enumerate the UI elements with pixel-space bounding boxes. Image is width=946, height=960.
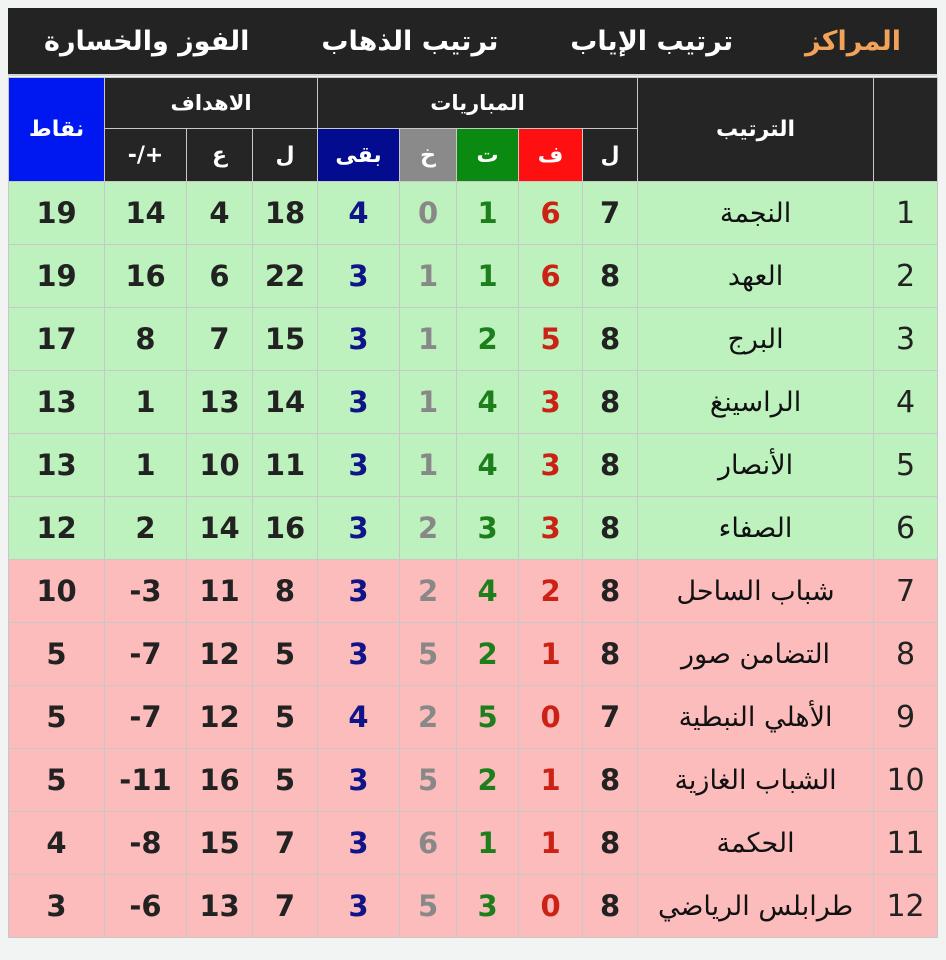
team-rank: 12 (874, 875, 938, 938)
goals-for-value: 11 (253, 434, 318, 497)
lost-value: 5 (400, 875, 457, 938)
lost-value: 2 (400, 560, 457, 623)
table-row[interactable] (9, 749, 938, 812)
goals-against-value: 13 (187, 875, 253, 938)
points-value: 17 (9, 308, 105, 371)
goal-diff-value: 6- (105, 875, 187, 938)
points-value: 13 (9, 434, 105, 497)
won-value: 0 (519, 875, 583, 938)
goal-diff-value: 16 (105, 245, 187, 308)
points-value: 13 (9, 371, 105, 434)
points-value: 19 (9, 245, 105, 308)
goal-diff-value: 7- (105, 686, 187, 749)
played-value: 7 (583, 686, 638, 749)
draw-value: 1 (457, 245, 519, 308)
team-header: الترتيب (638, 78, 874, 182)
played-value: 8 (583, 497, 638, 560)
remaining-value: 3 (318, 371, 400, 434)
lost-value: 1 (400, 245, 457, 308)
remaining-value: 3 (318, 623, 400, 686)
remaining-value: 4 (318, 182, 400, 245)
remaining-value: 3 (318, 875, 400, 938)
played-value: 8 (583, 308, 638, 371)
table-row[interactable] (9, 371, 938, 434)
won-value: 6 (519, 182, 583, 245)
goals-for-value: 15 (253, 308, 318, 371)
goals-for-value: 22 (253, 245, 318, 308)
goals-for-header: ل (253, 129, 318, 182)
team-rank: 9 (874, 686, 938, 749)
goals-against-value: 6 (187, 245, 253, 308)
lost-value: 2 (400, 686, 457, 749)
goals-for-value: 14 (253, 371, 318, 434)
team-rank: 1 (874, 182, 938, 245)
points-value: 3 (9, 875, 105, 938)
team-name[interactable]: الأنصار (638, 434, 874, 497)
table-row[interactable] (9, 875, 938, 938)
table-row[interactable] (9, 308, 938, 371)
lost-value: 5 (400, 749, 457, 812)
team-name[interactable]: الشباب الغازية (638, 749, 874, 812)
team-name[interactable]: النجمة (638, 182, 874, 245)
played-value: 8 (583, 623, 638, 686)
remaining-value: 3 (318, 308, 400, 371)
played-value: 8 (583, 749, 638, 812)
goals-for-value: 8 (253, 560, 318, 623)
goals-for-value: 7 (253, 875, 318, 938)
points-value: 12 (9, 497, 105, 560)
team-rank: 6 (874, 497, 938, 560)
team-name[interactable]: الحكمة (638, 812, 874, 875)
won-value: 6 (519, 245, 583, 308)
table-row[interactable] (9, 560, 938, 623)
goals-for-value: 16 (253, 497, 318, 560)
won-value: 5 (519, 308, 583, 371)
points-value: 5 (9, 623, 105, 686)
table-row[interactable] (9, 812, 938, 875)
draw-value: 2 (457, 308, 519, 371)
draw-value: 4 (457, 560, 519, 623)
tab-win-loss[interactable]: الفوز والخسارة (44, 25, 250, 57)
won-value: 3 (519, 497, 583, 560)
draw-header: ت (457, 129, 519, 182)
goals-against-value: 12 (187, 623, 253, 686)
team-rank: 10 (874, 749, 938, 812)
team-name[interactable]: التضامن صور (638, 623, 874, 686)
points-value: 10 (9, 560, 105, 623)
remaining-header: بقى (318, 129, 400, 182)
lost-header: خ (400, 129, 457, 182)
team-name[interactable]: طرابلس الرياضي (638, 875, 874, 938)
standings-tab-bar (8, 8, 937, 76)
table-row[interactable] (9, 182, 938, 245)
draw-value: 3 (457, 875, 519, 938)
team-name[interactable]: شباب الساحل (638, 560, 874, 623)
draw-value: 1 (457, 182, 519, 245)
won-value: 3 (519, 371, 583, 434)
goals-against-value: 15 (187, 812, 253, 875)
goal-diff-value: 7- (105, 623, 187, 686)
goal-diff-value: 1 (105, 371, 187, 434)
points-value: 5 (9, 686, 105, 749)
lost-value: 1 (400, 308, 457, 371)
draw-value: 1 (457, 812, 519, 875)
team-rank: 3 (874, 308, 938, 371)
played-value: 8 (583, 812, 638, 875)
won-header: ف (519, 129, 583, 182)
lost-value: 1 (400, 434, 457, 497)
points-value: 5 (9, 749, 105, 812)
goal-diff-value: 14 (105, 182, 187, 245)
goals-against-value: 16 (187, 749, 253, 812)
goals-against-value: 4 (187, 182, 253, 245)
played-value: 8 (583, 560, 638, 623)
goals-for-value: 5 (253, 686, 318, 749)
goals-for-value: 7 (253, 812, 318, 875)
table-row[interactable] (9, 245, 938, 308)
goals-against-value: 13 (187, 371, 253, 434)
remaining-value: 4 (318, 686, 400, 749)
standings-table (8, 77, 938, 938)
draw-value: 3 (457, 497, 519, 560)
goal-diff-header: +/- (105, 129, 187, 182)
goals-against-value: 11 (187, 560, 253, 623)
tab-standings[interactable]: المراكز (805, 25, 902, 57)
tab-second-leg[interactable]: ترتيب الإياب (570, 25, 734, 57)
remaining-value: 3 (318, 434, 400, 497)
goals-against-value: 10 (187, 434, 253, 497)
team-name[interactable]: الصفاء (638, 497, 874, 560)
goals-for-value: 5 (253, 749, 318, 812)
played-value: 8 (583, 434, 638, 497)
team-name[interactable]: الراسينغ (638, 371, 874, 434)
won-value: 1 (519, 812, 583, 875)
draw-value: 2 (457, 749, 519, 812)
draw-value: 4 (457, 434, 519, 497)
team-rank: 5 (874, 434, 938, 497)
goal-diff-value: 2 (105, 497, 187, 560)
points-header: نقاط (9, 78, 105, 182)
goal-diff-value: 11- (105, 749, 187, 812)
lost-value: 0 (400, 182, 457, 245)
won-value: 1 (519, 749, 583, 812)
goal-diff-value: 8 (105, 308, 187, 371)
draw-value: 4 (457, 371, 519, 434)
team-name[interactable]: البرج (638, 308, 874, 371)
points-value: 19 (9, 182, 105, 245)
team-rank: 7 (874, 560, 938, 623)
draw-value: 5 (457, 686, 519, 749)
lost-value: 1 (400, 371, 457, 434)
won-value: 0 (519, 686, 583, 749)
matches-group-header: المباريات (318, 78, 638, 129)
team-rank: 11 (874, 812, 938, 875)
goals-against-value: 7 (187, 308, 253, 371)
team-name[interactable]: العهد (638, 245, 874, 308)
played-value: 8 (583, 875, 638, 938)
remaining-value: 3 (318, 245, 400, 308)
goal-diff-value: 1 (105, 434, 187, 497)
goal-diff-value: 3- (105, 560, 187, 623)
draw-value: 2 (457, 623, 519, 686)
won-value: 1 (519, 623, 583, 686)
table-row[interactable] (9, 686, 938, 749)
lost-value: 2 (400, 497, 457, 560)
tab-first-leg[interactable]: ترتيب الذهاب (321, 25, 499, 57)
table-row[interactable] (9, 434, 938, 497)
remaining-value: 3 (318, 560, 400, 623)
rank-header (874, 78, 938, 182)
played-value: 8 (583, 245, 638, 308)
won-value: 3 (519, 434, 583, 497)
lost-value: 5 (400, 623, 457, 686)
played-value: 7 (583, 182, 638, 245)
played-header: ل (583, 129, 638, 182)
goals-for-value: 18 (253, 182, 318, 245)
lost-value: 6 (400, 812, 457, 875)
points-value: 4 (9, 812, 105, 875)
goals-against-header: ع (187, 129, 253, 182)
team-rank: 8 (874, 623, 938, 686)
goal-diff-value: 8- (105, 812, 187, 875)
table-row[interactable] (9, 497, 938, 560)
goals-for-value: 5 (253, 623, 318, 686)
remaining-value: 3 (318, 497, 400, 560)
goals-against-value: 14 (187, 497, 253, 560)
table-row[interactable] (9, 623, 938, 686)
won-value: 2 (519, 560, 583, 623)
team-name[interactable]: الأهلي النبطية (638, 686, 874, 749)
team-rank: 2 (874, 245, 938, 308)
played-value: 8 (583, 371, 638, 434)
goals-group-header: الاهداف (105, 78, 318, 129)
remaining-value: 3 (318, 749, 400, 812)
goals-against-value: 12 (187, 686, 253, 749)
remaining-value: 3 (318, 812, 400, 875)
team-rank: 4 (874, 371, 938, 434)
